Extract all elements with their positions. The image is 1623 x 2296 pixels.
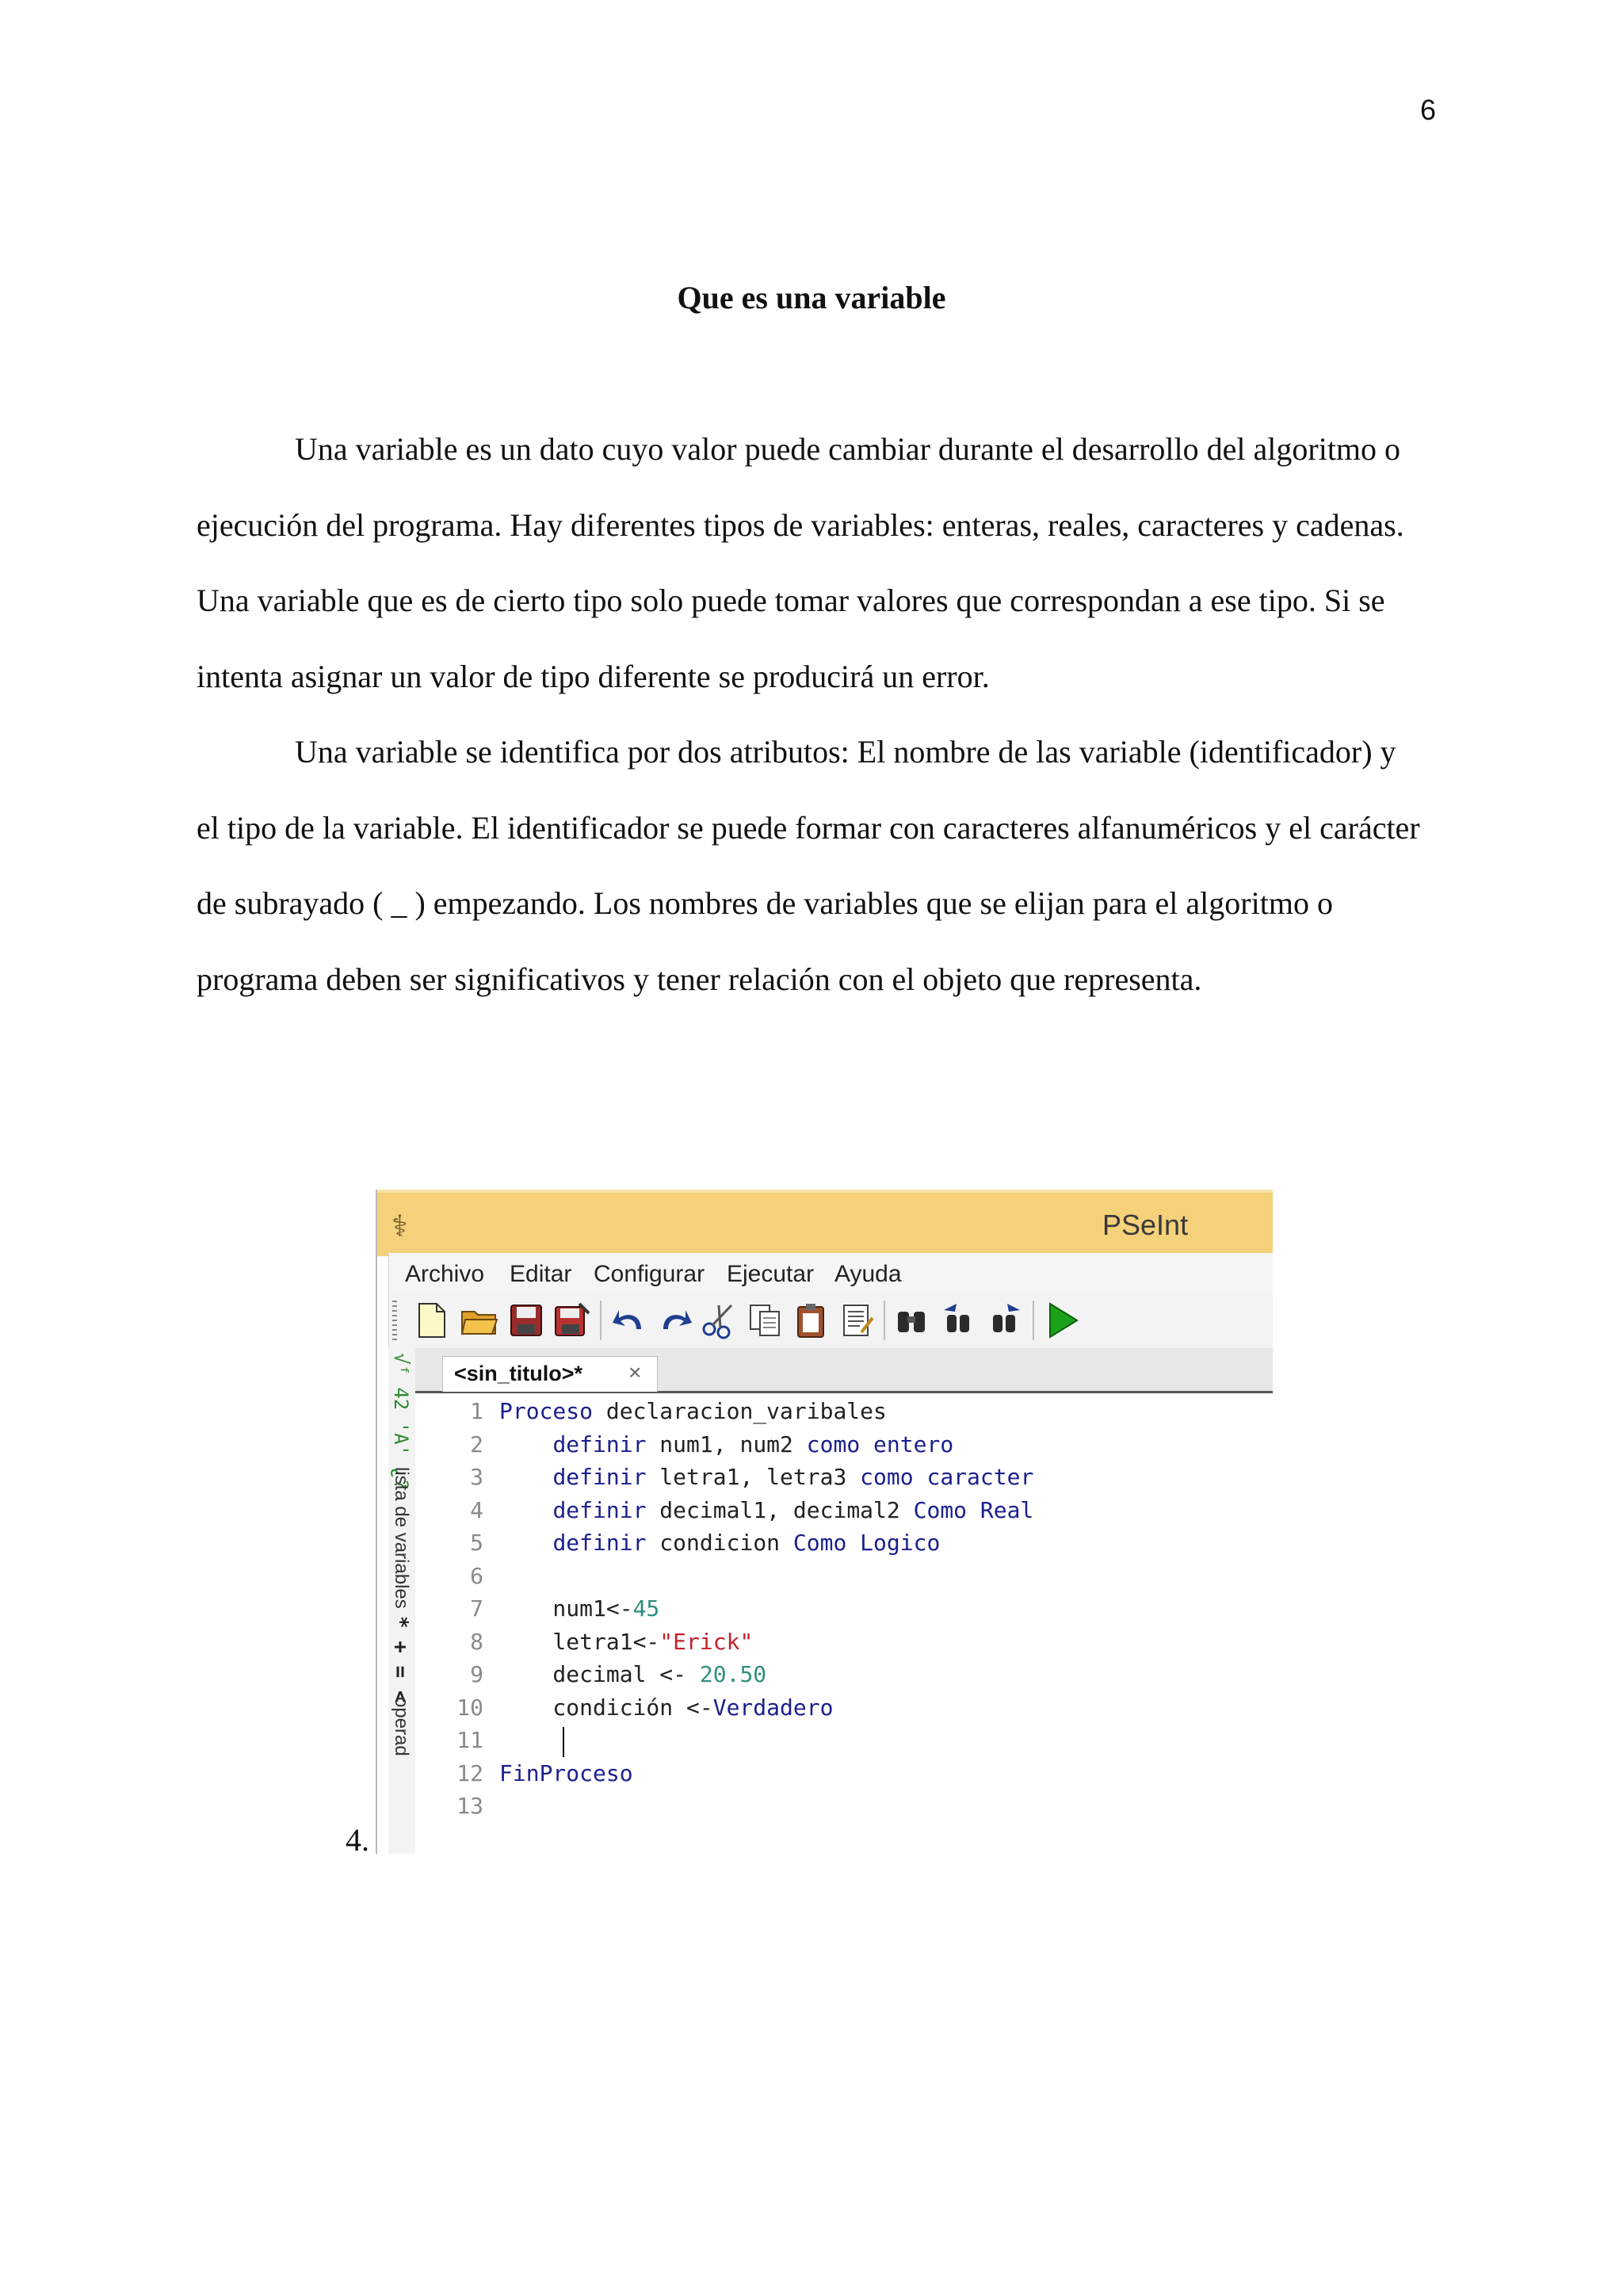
menu-archivo[interactable]: Archivo	[405, 1261, 485, 1287]
code-token: condición <-	[499, 1694, 713, 1721]
code-line[interactable]	[415, 1727, 1273, 1759]
line-number: 9	[470, 1661, 483, 1687]
code-text	[499, 1431, 953, 1457]
edit-list-icon[interactable]	[838, 1301, 877, 1340]
line-number: 2	[470, 1431, 483, 1457]
side-panel-glyphs[interactable]: √ᶠ 42 'A' ¿?	[390, 1353, 412, 1491]
body-text	[197, 411, 1426, 1017]
keyword: definir	[552, 1496, 647, 1523]
line-number: 4	[470, 1496, 483, 1523]
code-text	[499, 1497, 1033, 1523]
code-token	[499, 1530, 552, 1556]
line-number: 6	[470, 1562, 483, 1589]
keyword: Como Logico	[792, 1530, 941, 1556]
code-line[interactable]	[415, 1497, 1273, 1530]
keyword: Proceso	[499, 1398, 594, 1424]
list-marker: 4.	[346, 1822, 369, 1858]
toolbar-separator	[600, 1301, 601, 1340]
code-text	[499, 1760, 633, 1786]
toolbar-grip[interactable]	[392, 1301, 397, 1340]
toolbar-separator	[884, 1301, 885, 1340]
code-token: letra1<-	[499, 1628, 660, 1655]
code-token: num1<-	[499, 1595, 633, 1622]
keyword: Como Real	[913, 1496, 1034, 1523]
pseint-screenshot	[376, 1190, 1273, 1854]
code-token	[499, 1464, 552, 1490]
line-number: 13	[456, 1793, 483, 1819]
keyword: como entero	[806, 1431, 954, 1457]
code-line[interactable]	[415, 1464, 1273, 1496]
line-number: 11	[456, 1727, 483, 1753]
text-cursor	[563, 1727, 564, 1757]
code-line[interactable]	[415, 1760, 1273, 1793]
code-token: condicion	[646, 1530, 793, 1556]
copy-icon[interactable]	[746, 1301, 785, 1340]
operators-glyphs[interactable]: * + = <	[388, 1616, 412, 1703]
toolbar	[388, 1293, 1273, 1349]
menu-editar[interactable]: Editar	[510, 1261, 572, 1287]
section-title: Que es una variable	[677, 280, 946, 315]
keyword: como caracter	[860, 1464, 1034, 1490]
code-token	[499, 1497, 552, 1523]
code-token: num1, num2	[646, 1431, 807, 1457]
redo-icon[interactable]	[655, 1301, 695, 1340]
code-token: letra1, letra3	[646, 1464, 861, 1490]
code-token	[499, 1431, 552, 1457]
keyword: definir	[552, 1530, 647, 1556]
title-bar	[377, 1190, 1273, 1256]
save-as-icon[interactable]	[552, 1301, 592, 1340]
code-line[interactable]	[415, 1398, 1273, 1431]
line-number: 3	[470, 1464, 483, 1490]
code-token: decimal <-	[499, 1661, 700, 1687]
toolbar-separator	[1033, 1301, 1034, 1340]
open-folder-icon[interactable]	[459, 1301, 498, 1340]
code-text	[499, 1398, 887, 1424]
page-number: 6	[1419, 94, 1436, 126]
code-text	[499, 1694, 833, 1721]
string-literal: "Erick"	[659, 1628, 754, 1655]
find-prev-icon[interactable]	[939, 1301, 979, 1340]
number-literal: 20.50	[699, 1661, 767, 1687]
line-number: 8	[470, 1628, 483, 1655]
menu-ejecutar[interactable]: Ejecutar	[727, 1261, 815, 1287]
line-number: 12	[456, 1759, 483, 1786]
code-editor[interactable]	[415, 1393, 1273, 1854]
code-token: decimal1, decimal2	[646, 1496, 914, 1523]
code-token: declaracion_varibales	[593, 1398, 887, 1424]
operators-tab[interactable]: operad	[391, 1697, 412, 1756]
keyword: FinProceso	[499, 1759, 633, 1786]
code-line[interactable]	[415, 1661, 1273, 1694]
menu-bar	[388, 1253, 1273, 1293]
paragraph-1: Una variable es un dato cuyo valor puede cambiar durante el desarrollo del algoritmo o ejecución del programa. Hay diferentes tipos de variables: enteras, reales, caracteres y cadenas. Una variable que es de cierto tipo solo puede tomar valores que correspondan a ese tipo. Si se intenta asignar un valor de tipo diferente se producirá un error.	[197, 431, 1404, 694]
line-number: 5	[470, 1530, 483, 1556]
undo-icon[interactable]	[609, 1301, 649, 1340]
line-number: 1	[470, 1398, 483, 1424]
side-panel	[388, 1348, 416, 1854]
code-line[interactable]	[415, 1629, 1273, 1661]
save-icon[interactable]	[506, 1301, 546, 1340]
pseint-logo-icon: ⚕	[391, 1209, 408, 1244]
cut-icon[interactable]	[700, 1301, 739, 1340]
code-line[interactable]	[415, 1530, 1273, 1562]
line-number: 7	[470, 1595, 483, 1622]
find-icon[interactable]	[893, 1301, 933, 1340]
line-number: 10	[456, 1694, 483, 1721]
menu-ayuda[interactable]: Ayuda	[834, 1261, 902, 1287]
code-line[interactable]	[415, 1793, 1273, 1825]
run-icon[interactable]	[1042, 1301, 1082, 1340]
keyword: Verdadero	[712, 1694, 834, 1721]
code-line[interactable]	[415, 1431, 1273, 1464]
close-icon[interactable]: ×	[628, 1360, 642, 1385]
code-text	[499, 1661, 766, 1687]
code-text	[499, 1629, 753, 1655]
tab-sin-titulo[interactable]	[442, 1356, 658, 1392]
new-file-icon[interactable]	[411, 1301, 451, 1340]
paragraph-2: Una variable se identifica por dos atributos: El nombre de las variable (identificador) y el tipo de la variable. El identificador se puede formar con caracteres alfanuméricos y el carácter de subrayado ( _ ) empezando. Los nombres de variables que se elijan para el algoritmo o programa deben ser significativos y tener relación con el objeto que representa.	[197, 734, 1420, 997]
menu-configurar[interactable]: Configurar	[594, 1261, 705, 1287]
code-text	[499, 1530, 940, 1556]
code-line[interactable]	[415, 1694, 1273, 1727]
editor-tabbar	[415, 1348, 1273, 1393]
code-line[interactable]	[415, 1595, 1273, 1628]
number-literal: 45	[632, 1595, 660, 1622]
code-text	[499, 1464, 1033, 1490]
variables-list-tab[interactable]: lista de variables	[391, 1467, 412, 1609]
window-title: PSeInt	[1102, 1209, 1189, 1241]
find-next-icon[interactable]	[985, 1301, 1025, 1340]
code-text	[499, 1595, 659, 1622]
keyword: definir	[552, 1464, 647, 1490]
tab-label: <sin_titulo>*	[454, 1362, 583, 1385]
keyword: definir	[552, 1431, 647, 1457]
code-line[interactable]	[415, 1563, 1273, 1595]
paste-icon[interactable]	[792, 1301, 831, 1340]
